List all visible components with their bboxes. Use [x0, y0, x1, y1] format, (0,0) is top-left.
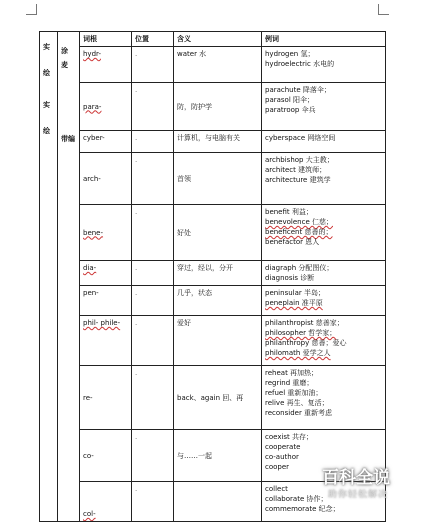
root-cell: re-: [80, 366, 132, 430]
example-cell: cyberspace 网络空间: [262, 131, 386, 153]
second-label: 麦: [61, 61, 68, 69]
example-cell: philanthropist 慈善家； philosopher 哲学家； philanthropy 慈善；爱心 philomath 爱学之人: [262, 316, 386, 366]
example-cell: hydrogen 氢； hydroelectric 水电的: [262, 47, 386, 83]
meaning-cell: back、again 回、再: [174, 366, 262, 430]
example-cell: reheat 再加热； regrind 重磨； refuel 重新加油； relive 再生、复活； reconsider 重新考虑: [262, 366, 386, 430]
root-cell: phil- phile-: [83, 319, 121, 327]
meaning-cell: water 水: [174, 47, 262, 83]
page-corner-mark: [378, 4, 389, 15]
watermark-logo: [322, 463, 440, 523]
example-cell: parachute 降落伞； parasol 阳伞； paratroop 伞兵: [262, 83, 386, 131]
left-label: 绘: [43, 127, 50, 135]
example-cell: benefit 利益； benevolence 仁慈； beneficent 慈善的； benefactor 恩人: [262, 205, 386, 261]
meaning-cell: 爱好: [174, 316, 262, 366]
example-cell: diagraph 分配图仪； diagnosis 诊断: [262, 261, 386, 286]
table-row: co- . 与……一起 coexist 共存； cooperate co-author cooper: [40, 430, 386, 482]
meaning-cell: 防，防护学: [174, 83, 262, 131]
meaning-cell: 穿过，经以，分开: [174, 261, 262, 286]
meaning-cell: 计算机，与电脑有关: [174, 131, 262, 153]
root-cell: col-: [83, 510, 96, 518]
header-position: 位置: [132, 32, 174, 47]
example-cell: collect collaborate 协作； commemorate 纪念；: [262, 482, 386, 522]
root-cell: cyber-: [80, 131, 132, 153]
meaning-cell: [174, 482, 262, 522]
table-row: dia- . 穿过，经以，分开 diagraph 分配图仪； diagnosis 诊断: [40, 261, 386, 286]
root-word-table: [39, 31, 389, 522]
root-cell: pen-: [80, 286, 132, 316]
watermark-subtitle: 助你轻松解决: [328, 490, 389, 500]
table-row: pen- . 几乎，状态 peninsular 半岛； peneplain 准平原: [40, 286, 386, 316]
example-cell: peninsular 半岛； peneplain 准平原: [262, 286, 386, 316]
root-cell: bene-: [83, 228, 104, 237]
left-column: [40, 32, 58, 522]
root-cell: dia-: [83, 264, 97, 272]
table-row: hydr- . water 水 hydrogen 氢； hydroelectric 水电的: [40, 47, 386, 83]
table-row: bene- . 好处 benefit 利益； benevolence 仁慈； beneficent 慈善的； benefactor 恩人: [40, 205, 386, 261]
table-row: re- . back、again 回、再 reheat 再加热； regrind 重磨； refuel 重新加油； relive 再生、复活； reconsider 重新考虑: [40, 366, 386, 430]
meaning-cell: 几乎，状态: [174, 286, 262, 316]
table-row: cyber- . 计算机，与电脑有关 cyberspace 网络空间: [40, 131, 386, 153]
left-label: 实: [43, 101, 50, 109]
meaning-cell: 好处: [174, 205, 262, 261]
left-label: 绘: [43, 69, 50, 77]
meaning-cell: 与……一起: [174, 430, 262, 482]
table-row: col- . collect collaborate 协作； commemorate 纪念；: [40, 482, 386, 522]
watermark-title: 百科全说: [322, 468, 390, 488]
table-row: para- . 防，防护学 parachute 降落伞； parasol 阳伞； paratroop 伞兵: [40, 83, 386, 131]
table-row: arch- . 首领 archbishop 大主教； architect 建筑师； architecture 建筑学: [40, 153, 386, 205]
table-row: phil- phile- . 爱好 philanthropist 慈善家； philosopher 哲学家； philanthropy 慈善；爱心 philomath 爱学之人: [40, 316, 386, 366]
second-column: [58, 32, 80, 522]
root-cell: co-: [80, 430, 132, 482]
second-label: 涂: [61, 47, 68, 55]
root-cell: para-: [83, 102, 102, 111]
example-cell: archbishop 大主教； architect 建筑师； architecture 建筑学: [262, 153, 386, 205]
header-example: 例词: [262, 32, 386, 47]
root-cell: hydr-: [83, 50, 101, 58]
second-label: 带编: [61, 135, 75, 143]
header-meaning: 含义: [174, 32, 262, 47]
header-root: 词根: [80, 32, 132, 47]
root-cell: arch-: [80, 153, 132, 205]
meaning-cell: 首领: [174, 153, 262, 205]
left-label: 实: [43, 43, 50, 51]
page-corner-mark: [26, 4, 37, 15]
example-cell: coexist 共存； cooperate co-author cooper: [262, 430, 386, 482]
